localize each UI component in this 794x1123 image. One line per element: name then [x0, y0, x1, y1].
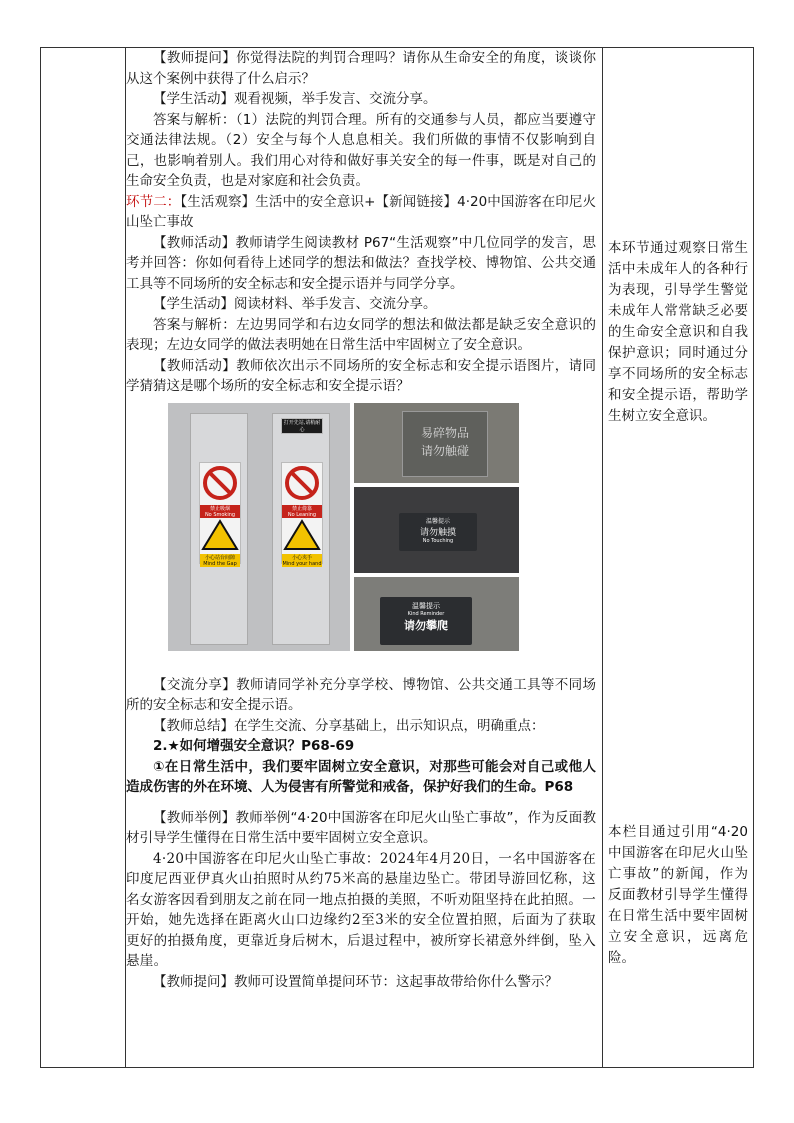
no-touch-plate: [399, 513, 477, 551]
plate1-en: No Touching: [422, 537, 454, 544]
answer-analysis-2: 答案与解析：左边男同学和右边女同学的想法和做法都是缺乏安全意识的表现；左边女同学的做法表明她在日常生活中牢固树立了安全意识。: [126, 316, 596, 353]
teacher-question-1: 【教师提问】你觉得法院的判罚合理吗？请你从生命安全的角度，谈谈你从这个案例中获得了什么启示？: [126, 50, 596, 87]
sign2-warn-en: Mind your hand: [282, 560, 322, 567]
section-label: 环节二：: [126, 193, 181, 210]
side-note-2: 本栏目通过引用“4·20中国游客在印尼火山坠亡事故”的新闻，作为反面教材引导学生懂得在日常生活中要牢固树立安全意识，远离危险。: [608, 824, 748, 966]
plate2-en: Kind Reminder: [407, 610, 445, 617]
sign2-en-label: No Leaning: [282, 512, 322, 518]
main-content: [126, 48, 596, 992]
no-climb-plate-photo: [354, 577, 519, 651]
plate1-text: 请勿触摸: [419, 527, 456, 538]
teacher-activity-2: 【教师活动】教师依次出示不同场所的安全标志和安全提示语图片，请同学猜猜这是哪个场所的安全标志和安全提示语？: [126, 357, 596, 394]
door-panel-right: [272, 413, 330, 645]
warning-gap-icon: [200, 518, 240, 552]
no-smoking-icon: [200, 463, 240, 503]
subway-door-photo: [168, 403, 350, 651]
knowledge-point-title: 2.★如何增强安全意识？P68-69: [153, 738, 355, 754]
student-activity-1: 【学生活动】观看视频，举手发言、交流分享。: [153, 91, 437, 107]
student-activity-2: 【学生活动】阅读材料、举手发言、交流分享。: [153, 296, 437, 312]
sign-no-smoking: [199, 462, 241, 567]
plate2-text: 请勿攀爬: [404, 618, 448, 632]
section-heading: [126, 192, 596, 233]
teacher-question-2: 【教师提问】教师可设置简单提问环节：这起事故带给你什么警示？: [153, 973, 558, 990]
door-header-text: 打开先站,请稍耐心: [281, 418, 323, 434]
sign-no-leaning: [281, 462, 323, 567]
section-title: 【生活观察】生活中的安全意识+【新闻链接】4·20中国游客在印尼火山坠亡事故: [126, 193, 597, 230]
answer-analysis-1: 答案与解析：（1）法院的判罚合理。所有的交通参与人员，都应当要遵守交通法律法规。（2）安全与每个人息息相关。我们所做的事情不仅影响到自己，也影响着别人。我们用心对待和做好事关安全的每一件事，既是对自己的生命安全负责，也是对家庭和社会负责。: [126, 111, 596, 189]
column-divider-right: [602, 48, 603, 1067]
teacher-activity-1: 【教师活动】教师请学生阅读教材 P67“生活观察”中几位同学的发言，思考并回答：你如何看待上述同学的想法和做法？查找学校、博物馆、公共交通工具等不同场所的安全标志和安全提示语并与同学分享。: [126, 234, 596, 292]
glass-case-photo: [354, 403, 519, 483]
news-story: 4·20中国游客在印尼火山坠亡事故：2024年4月20日，一名中国游客在印度尼西亚伊真火山拍照时从约75米高的悬崖边坠亡。带团导游回忆称，这名女游客因看到朋友之前在同一地点拍摄的美照，不听劝阻坚持在此拍照。一开始，她先选择在距离火山口边缘约2至3米的安全位置拍照，后面为了获取更好的拍摄角度，更靠近身后树木，后退过程中，被所穿长裙意外绊倒，坠入悬崖。: [126, 850, 596, 969]
teacher-summary: 【教师总结】在学生交流、分享基础上，出示知识点，明确重点：: [153, 717, 545, 734]
sign2-top-label: 禁止倚靠: [282, 505, 322, 512]
safety-sign-photos: [168, 403, 596, 661]
plate2-title: 温馨提示: [412, 601, 440, 610]
no-touch-plate-photo: [354, 487, 519, 573]
sign1-warn-en: Mind the Gap: [200, 561, 240, 567]
teacher-example: 【教师举例】教师举例“4·20中国游客在印尼火山坠亡事故”，作为反面教材引导学生懂得在日常生活中要牢固树立安全意识。: [126, 809, 596, 846]
sign1-top-label: 禁止吸烟: [200, 505, 240, 512]
knowledge-point-body: ①在日常生活中，我们要牢固树立安全意识，对那些可能会对自己或他人造成伤害的外在环境、人为侵害有所警觉和戒备，保护好我们的生命。P68: [126, 758, 596, 795]
no-climb-plate: [380, 597, 472, 645]
exchange-share: 【交流分享】教师请同学补充分享学校、博物馆、公共交通工具等不同场所的安全标志和安全提示语。: [126, 676, 596, 713]
plate1-title: 温馨提示: [425, 517, 450, 525]
no-leaning-icon: [282, 463, 322, 503]
sign1-warn-label: 小心站台间隙: [200, 554, 240, 561]
glass-text-line1: 易碎物品: [420, 425, 469, 440]
glass-label: [402, 411, 488, 477]
sign2-warn-label: 小心夹手: [282, 554, 322, 561]
side-note-1: 本环节通过观察日常生活中未成年人的各种行为表现，引导学生警觉未成年人常常缺乏必要的生命安全意识和自我保护意识；同时通过分享不同场所的安全标志和安全提示语，帮助学生树立安全意识。: [608, 240, 748, 424]
glass-text-line2: 请勿触碰: [420, 443, 469, 458]
warning-hand-icon: [282, 518, 322, 552]
door-panel-left: [190, 413, 248, 645]
sign1-en-label: No Smoking: [200, 512, 240, 518]
